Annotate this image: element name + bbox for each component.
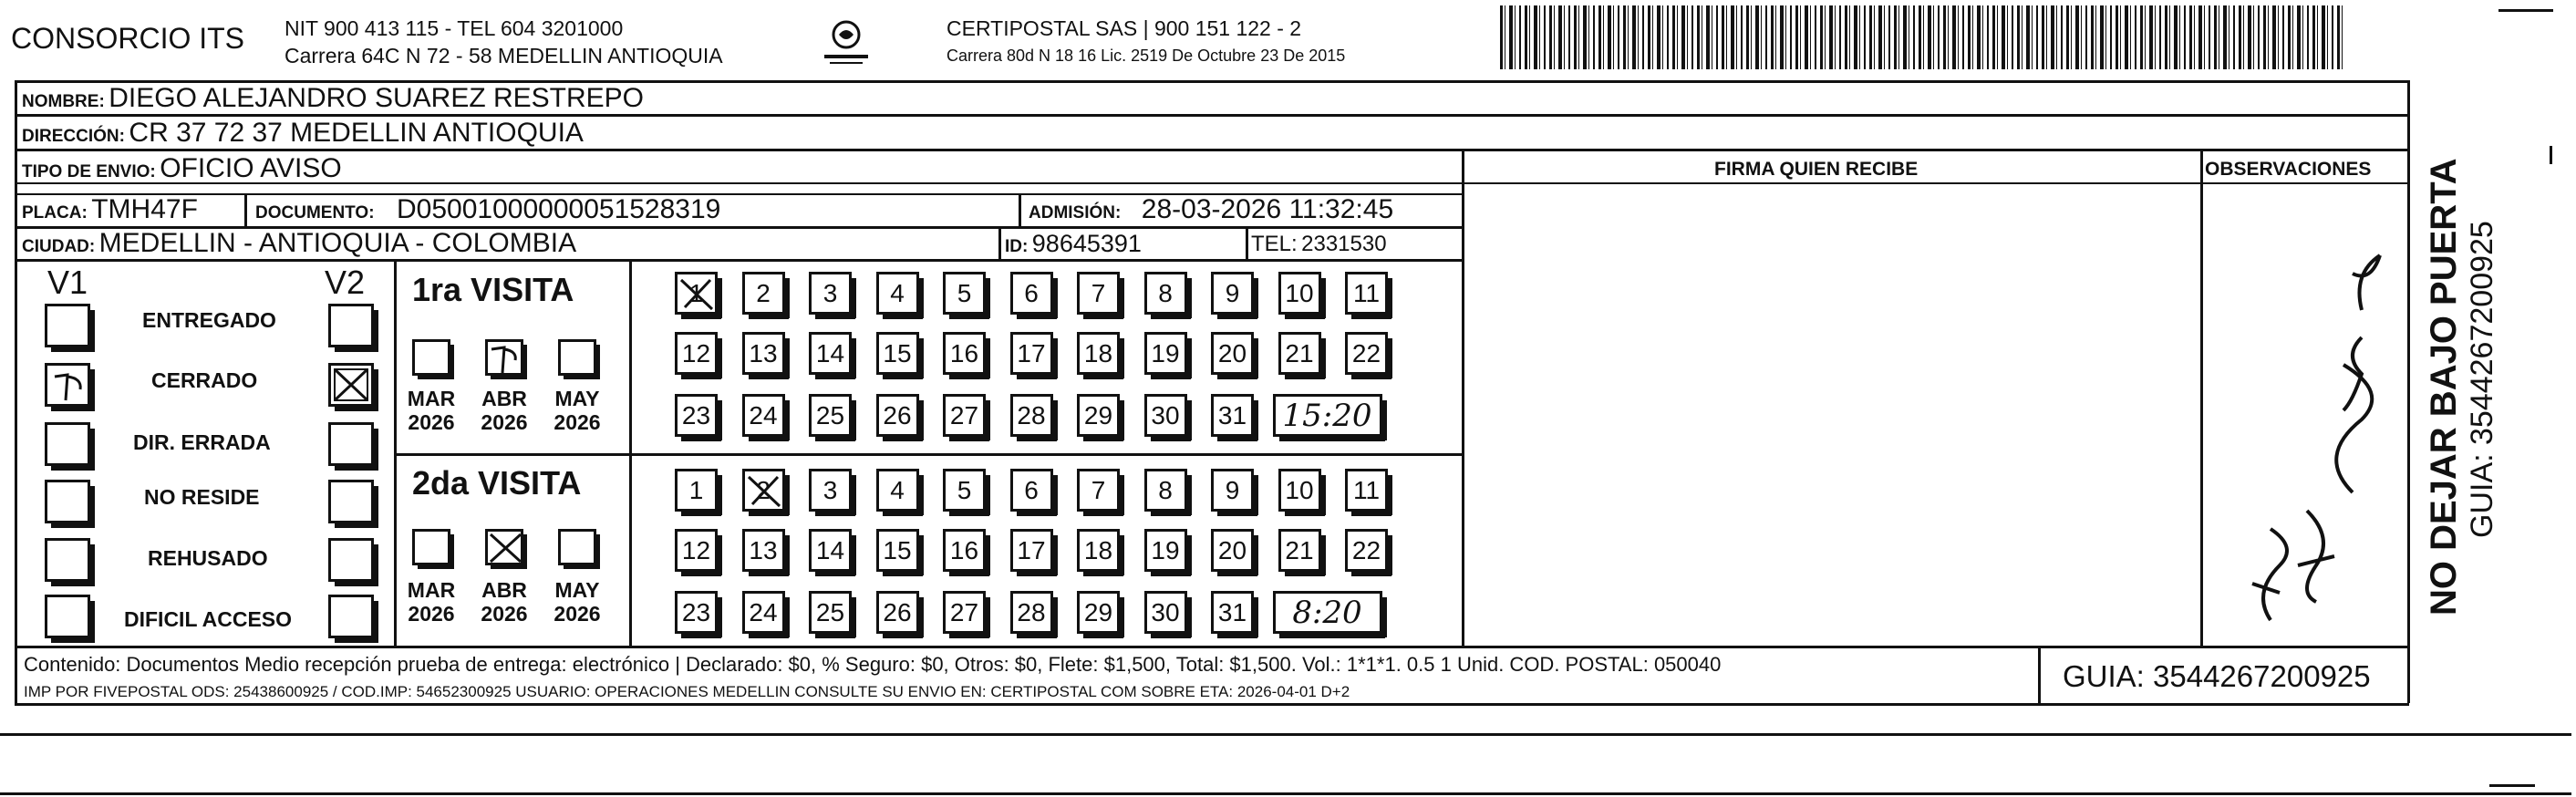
nombre-row — [22, 85, 644, 112]
second-visit-day-28[interactable] — [1010, 591, 1053, 634]
second-visit-day-29[interactable] — [1077, 591, 1120, 634]
first-visit-day-3[interactable] — [809, 272, 852, 315]
day-label: 12 — [681, 535, 711, 564]
second-visit-day-2[interactable] — [742, 469, 785, 512]
v2-label: V2 — [325, 264, 366, 301]
company-name: CONSORCIO ITS — [11, 22, 245, 55]
day-label: 4 — [890, 475, 905, 504]
day-label: 13 — [749, 535, 778, 564]
cert-line2: Carrera 80d N 18 16 Lic. 2519 De Octubre 23 De 2015 — [947, 47, 1346, 65]
admision-value: 28-03-2026 11:32:45 — [1141, 194, 1394, 224]
first-visit-time-box[interactable] — [1273, 394, 1382, 437]
first-visit-day-12[interactable] — [675, 332, 718, 375]
time-value: 8:20 — [1292, 594, 1362, 631]
id-value: 98645391 — [1031, 230, 1142, 257]
day-label: 11 — [1352, 475, 1381, 504]
day-label: 31 — [1217, 597, 1247, 626]
day-label: 6 — [1024, 278, 1039, 307]
second-visit-day-23[interactable] — [675, 591, 718, 634]
second-visit-time-box[interactable] — [1273, 591, 1382, 634]
second-visit-day-18[interactable] — [1077, 529, 1120, 572]
second-visit-day-13[interactable] — [742, 529, 785, 572]
day-label: 27 — [949, 400, 979, 430]
day-label: 8 — [1158, 278, 1173, 307]
handwritten-check-icon — [49, 367, 89, 406]
guia-footer: GUIA: 3544267200925 — [2063, 659, 2371, 693]
second-visit-abr-box[interactable] — [485, 529, 523, 565]
day-label: 1 — [688, 278, 704, 307]
second-visit-day-31[interactable] — [1211, 591, 1254, 634]
documento-label: DOCUMENTO: — [255, 203, 375, 223]
day-label: 30 — [1151, 400, 1180, 430]
imp-text: IMP POR FIVEPOSTAL ODS: 25438600925 / COD.IMP: 54652300925 USUARIO: OPERACIONES MEDELLIN CONSULTE SU ENVIO EN: CERTIPOSTAL COM SOBRE ETA: 2026-04-01 D+2 — [24, 683, 1350, 700]
v1-entregado-checkbox[interactable] — [45, 304, 90, 347]
day-label: 19 — [1151, 535, 1180, 564]
day-label: 20 — [1217, 535, 1247, 564]
first-visit-day-19[interactable] — [1144, 332, 1187, 375]
first-visit-day-9[interactable] — [1211, 272, 1254, 315]
day-label: 5 — [957, 475, 972, 504]
day-label: 26 — [883, 400, 912, 430]
day-label: 27 — [949, 597, 979, 626]
first-visit-mar-label: MAR 2026 — [407, 387, 456, 435]
second-visit-day-30[interactable] — [1144, 591, 1187, 634]
day-label: 25 — [815, 597, 845, 626]
status-rehusado: REHUSADO — [148, 546, 268, 570]
first-visit-day-7[interactable] — [1077, 272, 1120, 315]
nombre-label: NOMBRE: — [22, 92, 105, 111]
first-visit-day-25[interactable] — [809, 394, 852, 437]
first-visit-day-22[interactable] — [1345, 332, 1388, 375]
second-visit-title: 2da VISITA — [412, 464, 582, 502]
first-visit-day-4[interactable] — [876, 272, 919, 315]
day-label: 13 — [749, 338, 778, 367]
second-visit-may-box[interactable] — [558, 529, 596, 565]
barcode — [1500, 5, 2346, 69]
contenido-text: Contenido: Documentos Medio recepción prueba de entrega: electrónico | Declarado: $0, % Seguro: $0, Otros: $0, Flete: $1,500, Total: $1,500. Vol.: 1*1*1. 0.5 1 Unid. COD. POSTAL: 050040 — [24, 653, 1722, 676]
day-label: 16 — [949, 338, 979, 367]
day-label: 21 — [1285, 338, 1314, 367]
first-visit-day-29[interactable] — [1077, 394, 1120, 437]
second-visit-day-1[interactable] — [675, 469, 718, 512]
second-visit-may-label: MAY 2026 — [553, 578, 601, 626]
v2-cerrado-checkbox[interactable] — [328, 363, 374, 407]
direccion-label: DIRECCIÓN: — [22, 127, 125, 146]
second-visit-mar-label: MAR 2026 — [407, 578, 456, 626]
first-visit-day-17[interactable] — [1010, 332, 1053, 375]
day-label: 12 — [681, 338, 711, 367]
day-label: 29 — [1083, 597, 1113, 626]
day-label: 17 — [1017, 338, 1046, 367]
day-label: 14 — [815, 535, 845, 564]
second-visit-mar-box[interactable] — [412, 529, 450, 565]
day-label: 11 — [1352, 278, 1381, 307]
day-label: 15 — [883, 535, 912, 564]
first-visit-day-30[interactable] — [1144, 394, 1187, 437]
nit-line: NIT 900 413 115 - TEL 604 3201000 — [284, 16, 624, 40]
tipo-label: TIPO DE ENVIO: — [22, 162, 156, 181]
v2-entregado-checkbox[interactable] — [328, 304, 374, 347]
v2-rehusado-checkbox[interactable] — [328, 538, 374, 582]
first-visit-day-28[interactable] — [1010, 394, 1053, 437]
side-guia: GUIA: 3544267200925 — [2465, 221, 2499, 538]
x-mark-icon — [678, 274, 718, 315]
day-label: 30 — [1151, 597, 1180, 626]
v1-dir-errada-checkbox[interactable] — [45, 422, 90, 466]
first-visit-day-27[interactable] — [943, 394, 986, 437]
first-visit-day-grid — [675, 272, 1450, 445]
first-visit-day-5[interactable] — [943, 272, 986, 315]
second-visit-day-17[interactable] — [1010, 529, 1053, 572]
first-visit-day-1[interactable] — [675, 272, 718, 315]
cert-line1: CERTIPOSTAL SAS | 900 151 122 - 2 — [947, 16, 1302, 40]
v2-dir-errada-checkbox[interactable] — [328, 422, 374, 466]
first-visit-abr-label: ABR 2026 — [481, 387, 528, 435]
tipo-value: OFICIO AVISO — [160, 153, 342, 183]
admision-row — [1029, 196, 1393, 223]
first-visit-title: 1ra VISITA — [412, 271, 574, 308]
status-cerrado: CERRADO — [151, 368, 258, 392]
second-visit-day-5[interactable] — [943, 469, 986, 512]
second-visit-day-15[interactable] — [876, 529, 919, 572]
day-label: 23 — [681, 597, 711, 626]
day-label: 9 — [1225, 278, 1240, 307]
documento-value: D05001000000051528319 — [397, 194, 721, 224]
certipostal-logo-icon — [817, 16, 875, 69]
address-line: Carrera 64C N 72 - 58 MEDELLIN ANTIOQUIA — [284, 44, 723, 67]
tel-row — [1251, 233, 1387, 255]
day-label: 17 — [1017, 535, 1046, 564]
time-value: 15:20 — [1282, 397, 1372, 434]
first-visit-may-box[interactable] — [558, 339, 596, 376]
first-visit-day-14[interactable] — [809, 332, 852, 375]
second-visit-day-6[interactable] — [1010, 469, 1053, 512]
day-label: 9 — [1225, 475, 1240, 504]
no-dejar-bajo-puerta: NO DEJAR BAJO PUERTA — [2424, 158, 2464, 616]
v1-dificil-acceso-checkbox[interactable] — [45, 595, 90, 638]
first-visit-day-18[interactable] — [1077, 332, 1120, 375]
second-visit-day-19[interactable] — [1144, 529, 1187, 572]
day-label: 22 — [1351, 535, 1381, 564]
handwritten-check-icon — [488, 342, 524, 377]
documento-row — [255, 196, 720, 223]
ciudad-value: MEDELLIN - ANTIOQUIA - COLOMBIA — [98, 228, 577, 258]
first-visit-day-23[interactable] — [675, 394, 718, 437]
direccion-value: CR 37 72 37 MEDELLIN ANTIOQUIA — [129, 118, 584, 148]
second-visit-day-8[interactable] — [1144, 469, 1187, 512]
second-visit-day-20[interactable] — [1211, 529, 1254, 572]
day-label: 26 — [883, 597, 912, 626]
first-visit-day-31[interactable] — [1211, 394, 1254, 437]
day-label: 21 — [1285, 535, 1314, 564]
day-label: 1 — [688, 475, 704, 504]
second-visit-abr-label: ABR 2026 — [481, 578, 528, 626]
ciudad-row — [22, 230, 576, 257]
first-visit-mar-box[interactable] — [412, 339, 450, 376]
second-visit-day-24[interactable] — [742, 591, 785, 634]
day-label: 31 — [1217, 400, 1247, 430]
first-visit-day-15[interactable] — [876, 332, 919, 375]
second-visit-day-21[interactable] — [1278, 529, 1321, 572]
second-visit-day-4[interactable] — [876, 469, 919, 512]
id-row — [1005, 232, 1142, 256]
v1-rehusado-checkbox[interactable] — [45, 538, 90, 582]
tel-label: TEL: — [1251, 232, 1298, 256]
day-label: 10 — [1285, 475, 1314, 504]
day-label: 8 — [1158, 475, 1173, 504]
second-visit-day-11[interactable] — [1345, 469, 1388, 512]
handwritten-observation-icon — [2216, 219, 2398, 638]
v2-no-reside-checkbox[interactable] — [328, 480, 374, 523]
second-visit-day-25[interactable] — [809, 591, 852, 634]
direccion-row — [22, 119, 584, 147]
nombre-value: DIEGO ALEJANDRO SUAREZ RESTREPO — [109, 83, 645, 113]
day-label: 16 — [949, 535, 979, 564]
first-visit-day-13[interactable] — [742, 332, 785, 375]
second-visit-day-14[interactable] — [809, 529, 852, 572]
first-visit-day-6[interactable] — [1010, 272, 1053, 315]
day-label: 2 — [756, 475, 771, 504]
second-visit-day-grid — [675, 469, 1450, 642]
day-label: 23 — [681, 400, 711, 430]
day-label: 25 — [815, 400, 845, 430]
second-visit-day-10[interactable] — [1278, 469, 1321, 512]
day-label: 29 — [1083, 400, 1113, 430]
day-label: 24 — [749, 597, 778, 626]
day-label: 22 — [1351, 338, 1381, 367]
ciudad-label: CIUDAD: — [22, 237, 96, 256]
second-visit-day-9[interactable] — [1211, 469, 1254, 512]
tipo-row — [22, 155, 342, 182]
day-label: 4 — [890, 278, 905, 307]
status-entregado: ENTREGADO — [142, 308, 276, 332]
day-label: 15 — [883, 338, 912, 367]
day-label: 18 — [1083, 338, 1113, 367]
observaciones-header: OBSERVACIONES — [2205, 159, 2372, 180]
day-label: 24 — [749, 400, 778, 430]
first-visit-day-24[interactable] — [742, 394, 785, 437]
firma-header: FIRMA QUIEN RECIBE — [1714, 159, 1919, 180]
second-visit-day-22[interactable] — [1345, 529, 1388, 572]
status-dir-errada: DIR. ERRADA — [133, 430, 271, 454]
day-label: 3 — [822, 475, 838, 504]
second-visit-day-26[interactable] — [876, 591, 919, 634]
placa-value: TMH47F — [91, 194, 198, 224]
first-visit-day-21[interactable] — [1278, 332, 1321, 375]
day-label: 10 — [1285, 278, 1314, 307]
status-dificil-acceso: DIFICIL ACCESO — [124, 607, 293, 631]
x-mark-icon — [745, 471, 785, 512]
day-label: 5 — [957, 278, 972, 307]
day-label: 28 — [1017, 597, 1046, 626]
first-visit-day-16[interactable] — [943, 332, 986, 375]
second-visit-day-3[interactable] — [809, 469, 852, 512]
day-label: 19 — [1151, 338, 1180, 367]
placa-label: PLACA: — [22, 203, 88, 223]
tel-value: 2331530 — [1301, 232, 1387, 256]
first-visit-day-10[interactable] — [1278, 272, 1321, 315]
admision-label: ADMISIÓN: — [1029, 203, 1122, 223]
first-visit-abr-box[interactable] — [485, 339, 523, 376]
day-label: 6 — [1024, 475, 1039, 504]
day-label: 7 — [1091, 278, 1106, 307]
x-mark-icon — [331, 366, 371, 404]
first-visit-may-label: MAY 2026 — [553, 387, 601, 435]
day-label: 2 — [756, 278, 771, 307]
x-mark-icon — [488, 532, 524, 566]
v2-dificil-acceso-checkbox[interactable] — [328, 595, 374, 638]
id-label: ID: — [1005, 237, 1029, 256]
first-visit-day-26[interactable] — [876, 394, 919, 437]
first-visit-day-8[interactable] — [1144, 272, 1187, 315]
v1-cerrado-checkbox[interactable] — [45, 363, 90, 407]
day-label: 14 — [815, 338, 845, 367]
first-visit-day-11[interactable] — [1345, 272, 1388, 315]
second-visit-day-7[interactable] — [1077, 469, 1120, 512]
second-visit-day-16[interactable] — [943, 529, 986, 572]
day-label: 18 — [1083, 535, 1113, 564]
v1-label: V1 — [47, 264, 88, 301]
day-label: 3 — [822, 278, 838, 307]
status-no-reside: NO RESIDE — [144, 485, 260, 509]
placa-row — [22, 196, 198, 223]
first-visit-day-2[interactable] — [742, 272, 785, 315]
day-label: 20 — [1217, 338, 1247, 367]
day-label: 28 — [1017, 400, 1046, 430]
v1-no-reside-checkbox[interactable] — [45, 480, 90, 523]
day-label: 7 — [1091, 475, 1106, 504]
first-visit-day-20[interactable] — [1211, 332, 1254, 375]
second-visit-day-27[interactable] — [943, 591, 986, 634]
second-visit-day-12[interactable] — [675, 529, 718, 572]
